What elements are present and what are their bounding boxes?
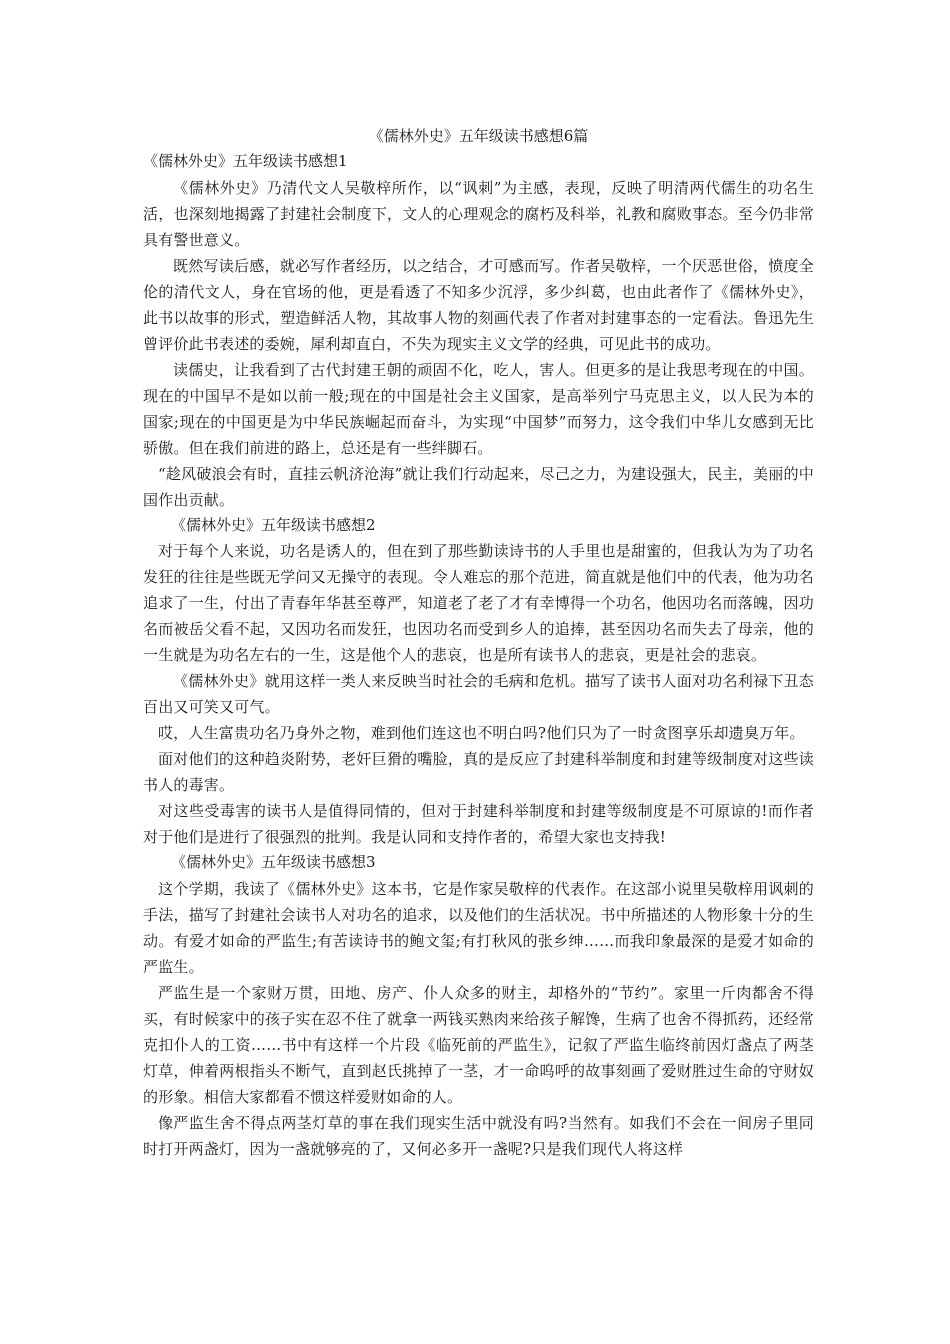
paragraph: 读儒史，让我看到了古代封建王朝的顽固不化，吃人，害人。但更多的是让我思考现在的中国。现在的中国早不是如以前一般;现在的中国是社会主义国家，是高举列宁马克思主义，以人民为本的国家;现在的中国更是为中华民族崛起而奋斗，为实现“中国梦”而努力，这令我们中华儿女感到无比骄傲。但在我们前进的路上，总还是有一些绊脚石。 <box>143 360 814 457</box>
paragraph: “趁风破浪会有时，直挂云帆济沧海”就让我们行动起来，尽己之力，为建设强大，民主，美丽的中国作出贡献。 <box>143 464 814 509</box>
paragraph: 《儒林外史》乃清代文人吴敬梓所作，以“讽刺”为主感，表现，反映了明清两代儒生的功名生活，也深刻地揭露了封建社会制度下，文人的心理观念的腐朽及科举，礼教和腐败事态。至今仍非常具有警世意义。 <box>143 178 814 249</box>
essay-section-3 <box>143 850 814 1162</box>
document-title: 《儒林外史》五年级读书感想6篇 <box>368 127 589 145</box>
essay-section-1 <box>143 149 814 513</box>
paragraph: 对于每个人来说，功名是诱人的，但在到了那些勤读诗书的人手里也是甜蜜的，但我认为为了功名发狂的往往是些既无学问又无操守的表现。令人难忘的那个范进，简直就是他们中的代表，他为功名追求了一生，付出了青春年华甚至尊严，知道老了老了才有幸博得一个功名，他因功名而落魄，因功名而被岳父看不起，又因功名而发狂，也因功名而受到乡人的追捧，甚至因功名而失去了母亲，他的一生就是为功名左右的一生，这是他个人的悲哀，也是所有读书人的悲哀，更是社会的悲哀。 <box>143 542 814 664</box>
essay-section-2 <box>143 513 814 851</box>
document-page <box>143 124 814 1162</box>
paragraph: 这个学期，我读了《儒林外史》这本书，它是作家吴敬梓的代表作。在这部小说里吴敬梓用讽刺的手法，描写了封建社会读书人对功名的追求，以及他们的生活状况。书中所描述的人物形象十分的生动。有爱才如命的严监生;有苦读诗书的鲍文玺;有打秋风的张乡绅……而我印象最深的是爱才如命的严监生。 <box>143 879 814 976</box>
paragraph: 既然写读后感，就必写作者经历，以之结合，才可感而写。作者吴敬梓，一个厌恶世俗，愤度全伦的清代文人，身在官场的他，更是看透了不知多少沉浮，多少纠葛，也由此者作了《儒林外史》，此书以故事的形式，塑造鲜活人物，其故事人物的刻画代表了作者对封建事态的一定看法。鲁迅先生曾评价此书表述的委婉，犀利却直白，不失为现实主义文学的经典，可见此书的成功。 <box>143 256 814 353</box>
section-heading: 《儒林外史》五年级读书感想2 <box>171 515 376 534</box>
paragraph: 严监生是一个家财万贯，田地、房产、仆人众多的财主，却格外的“节约”。家里一斤肉都舍不得买，有时候家中的孩子实在忍不住了就拿一两钱买熟肉来给孩子解馋，生病了也舍不得抓药，还经常克扣仆人的工资……书中有这样一个片段《临死前的严监生》，记叙了严监生临终前因灯盏点了两茎灯草，伸着两根指头不断气，直到赵氏挑掉了一茎，才一命呜呼的故事刻画了爱财胜过生命的守财奴的形象。相信大家都看不惯这样爱财如命的人。 <box>143 983 814 1106</box>
section-heading: 《儒林外史》五年级读书感想3 <box>171 853 376 871</box>
paragraph: 像严监生舍不得点两茎灯草的事在我们现实生活中就没有吗?当然有。如我们不会在一间房子里同时打开两盏灯，因为一盏就够亮的了，又何必多开一盏呢?只是我们现代人将这样 <box>143 1113 814 1158</box>
paragraph: 面对他们的这种趋炎附势，老奸巨猾的嘴脸，真的是反应了封建科举制度和封建等级制度对这些读书人的毒害。 <box>143 750 814 794</box>
section-heading: 《儒林外史》五年级读书感想1 <box>143 152 348 170</box>
paragraph: 《儒林外史》就用这样一类人来反映当时社会的毛病和危机。描写了读书人面对功名利禄下丑态百出又可笑又可气。 <box>143 672 814 716</box>
paragraph: 哎，人生富贵功名乃身外之物，难到他们连这也不明白吗?他们只为了一时贪图享乐却遗臭万年。 <box>158 724 805 742</box>
paragraph: 对这些受毒害的读书人是值得同情的，但对于封建科举制度和封建等级制度是不可原谅的!而作者对于他们是进行了很强烈的批判。我是认同和支持作者的，希望大家也支持我! <box>143 802 814 846</box>
